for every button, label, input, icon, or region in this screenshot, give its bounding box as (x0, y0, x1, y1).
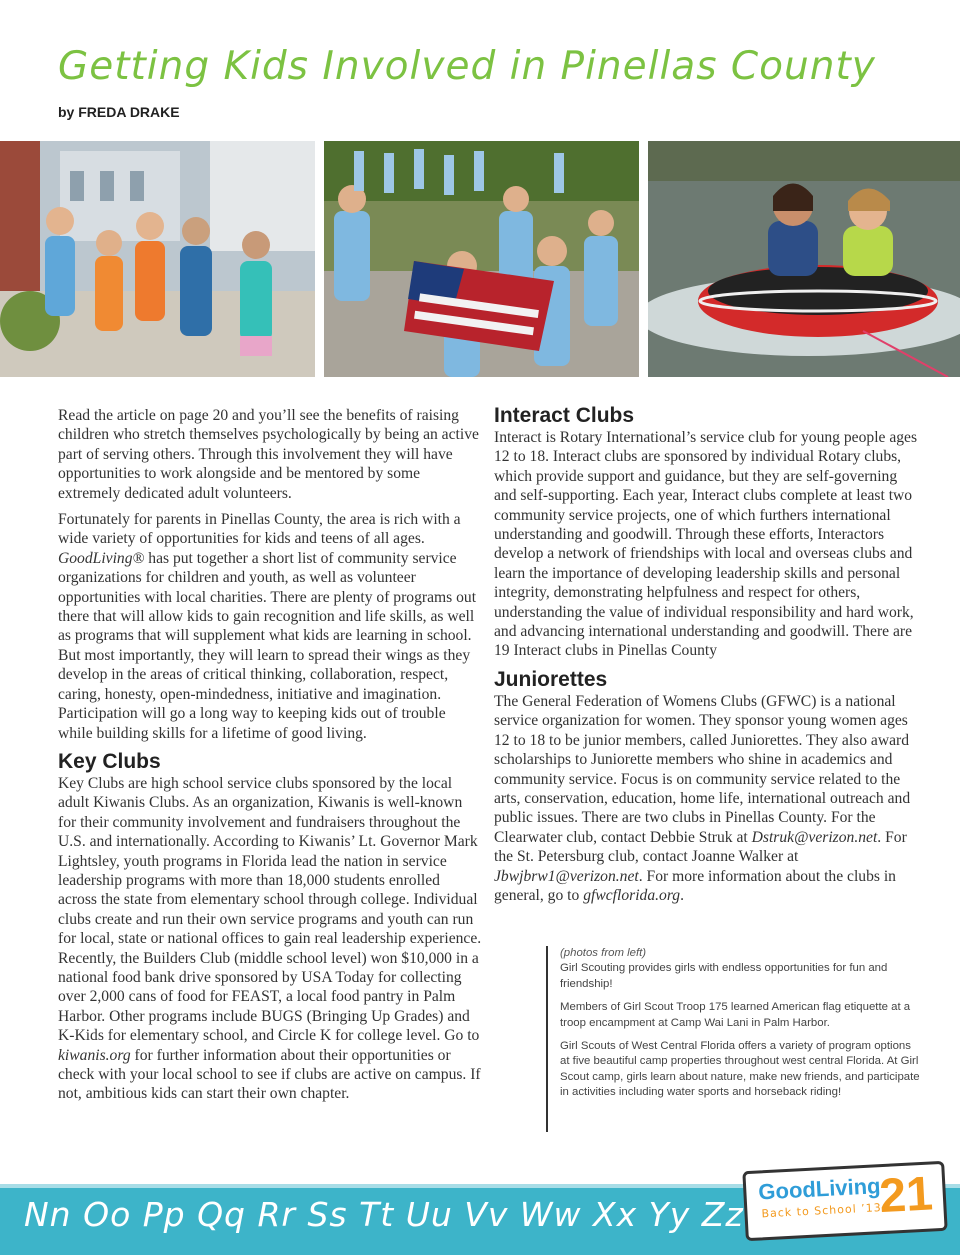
intro-paragraph-2 (58, 510, 482, 743)
kiwanis-link[interactable]: kiwanis.org (58, 1046, 131, 1064)
photo-water-tube (648, 141, 960, 377)
goodliving-page-badge (742, 1161, 947, 1241)
key-clubs-text-a: Key Clubs are high school service clubs sponsored by the local adult Kiwanis Clubs. As an organization, Kiwanis is well-known for their community involvement and fundraisers throughout the U.S. and internationally. According to Kiwanis’ Lt. Governor Mark Lightsley, youth programs in Florida lead the nation in service leadership programs with more than 18,000 students enrolled across the state from elementary school through college. Individual clubs create and run their own service programs and youth can run for local, state or national offices to gain real leadership experience. Recently, the Builders Club (middle school level) won $10,000 in a national food bank drive sponsored by USA Today for collecting over 2,000 cans of food for FEAST, a local food pantry in Palm Harbor. Other programs include BUGS (Bringing Up Grades) and K-Kids for elementary school, and Circle K for college level. Go to (58, 774, 482, 1045)
juniorettes-text-b: . For the St. Petersburg club, contact Joanne Walker at (494, 828, 907, 866)
photo-girls-walking (0, 141, 315, 377)
footer-alphabet: Nn Oo Pp Qq Rr Ss Tt Uu Vv Ww Xx Yy Zz (24, 1195, 744, 1234)
juniorettes-paragraph (494, 692, 918, 905)
juniorettes-text-a: The General Federation of Womens Clubs (GFWC) is a national service organization for women. They sponsor young women ages 12 to 18 to be junior members, called Juniorettes. They also award scholarships to Juniorette members who shine in academics and community service. Focus is on community service related to the arts, conservation, education, home life, international outreach and public issues. There are two clubs in Pinellas County. For the Clearwater club, contact Debbie Struk at (494, 692, 911, 846)
caption-2: Members of Girl Scout Troop 175 learned American flag etiquette at a troop encampment at Camp Wai Lani in Palm Harbor. (560, 1001, 911, 1029)
page-number: 21 (878, 1167, 935, 1224)
juniorettes-text-c: . For more information about the clubs in general, go to (494, 867, 896, 904)
interact-clubs-heading: Interact Clubs (494, 404, 635, 427)
key-clubs-text-b: for further information about their opportunities or check with your local school to see if clubs are active on campus. If not, ambitious kids can start their own chapter. (58, 1046, 481, 1103)
intro-p2-text-a: Fortunately for parents in Pinellas County, the area is rich with a wide variety of opportunities for kids and teens of all ages. (58, 511, 461, 548)
captions-heading: (photos from left) (560, 947, 647, 959)
badge-subtitle: Back to School ’13 (761, 1201, 882, 1221)
intro-paragraph-1: Read the article on page 20 and you’ll see the benefits of raising children who stretch themselves psychologically by being an active part of serving others. Through this involvement they will have opportunities to work alongside and be mentored by some extremely dedicated adult volunteers. (58, 407, 479, 502)
juniorettes-heading: Juniorettes (494, 667, 608, 691)
left-column (58, 406, 482, 1111)
jwalker-email-link[interactable]: Jbwjbrw1@verizon.net (494, 867, 639, 885)
article-title: Getting Kids Involved in Pinellas County (58, 44, 876, 89)
logo-good: Good (757, 1176, 817, 1205)
goodliving-brand-mention: GoodLiving® (58, 549, 145, 567)
interact-clubs-paragraph: Interact is Rotary International’s service club for young people ages 12 to 18. Interact clubs are sponsored by individual Rotary clubs, which provide support and guidance, but they are self-governing and self-supporting. Each year, Interact clubs complete at least two community service projects, one of which furthers international understanding and goodwill. Through these efforts, Interactors develop a network of friendships with local and overseas clubs and learn the importance of developing leadership skills and personal integrity, demonstrating helpfulness and respect for others, understanding the value of individual responsibility and hard work, and advancing international understanding and goodwill. There are 19 Interact clubs in Pinellas County (494, 429, 918, 660)
caption-1: Girl Scouting provides girls with endless opportunities for fun and friendship! (560, 962, 888, 990)
key-clubs-paragraph (58, 774, 482, 1104)
gfwc-link[interactable]: gfwcflorida.org (583, 886, 681, 904)
byline: by FREDA DRAKE (58, 104, 180, 120)
juniorettes-text-d: . (680, 886, 685, 904)
logo-living: Living (815, 1173, 882, 1202)
caption-3: Girl Scouts of West Central Florida offers a variety of program options at five beautiful camp properties throughout west central Florida. At Girl Scout camp, girls learn about nature, make new friends, and participate in activities including water sports and horseback riding! (560, 1040, 920, 1099)
photo-captions (546, 946, 920, 1132)
photo-flag-ceremony (324, 141, 639, 377)
goodliving-logo (758, 1173, 881, 1205)
photo-strip (0, 141, 960, 377)
key-clubs-heading: Key Clubs (58, 749, 161, 773)
dstruk-email-link[interactable]: Dstruk@verizon.net (751, 828, 878, 846)
intro-p2-text-b: has put together a short list of community service organizations for children and youth, as well as volunteer opportunities with local charities. There are plenty of programs out there that will allow kids to gain recognition and life skills, as well as programs that will supplement what kids are learning in school. But most importantly, they will learn to spread their wings as they develop in the areas of critical thinking, collaboration, respect, caring, honesty, open-mindedness, initiative and imagination. Participation will go a long way to keeping kids out of trouble while building skills for a lifetime of good living. (58, 549, 477, 742)
right-column (494, 404, 918, 912)
